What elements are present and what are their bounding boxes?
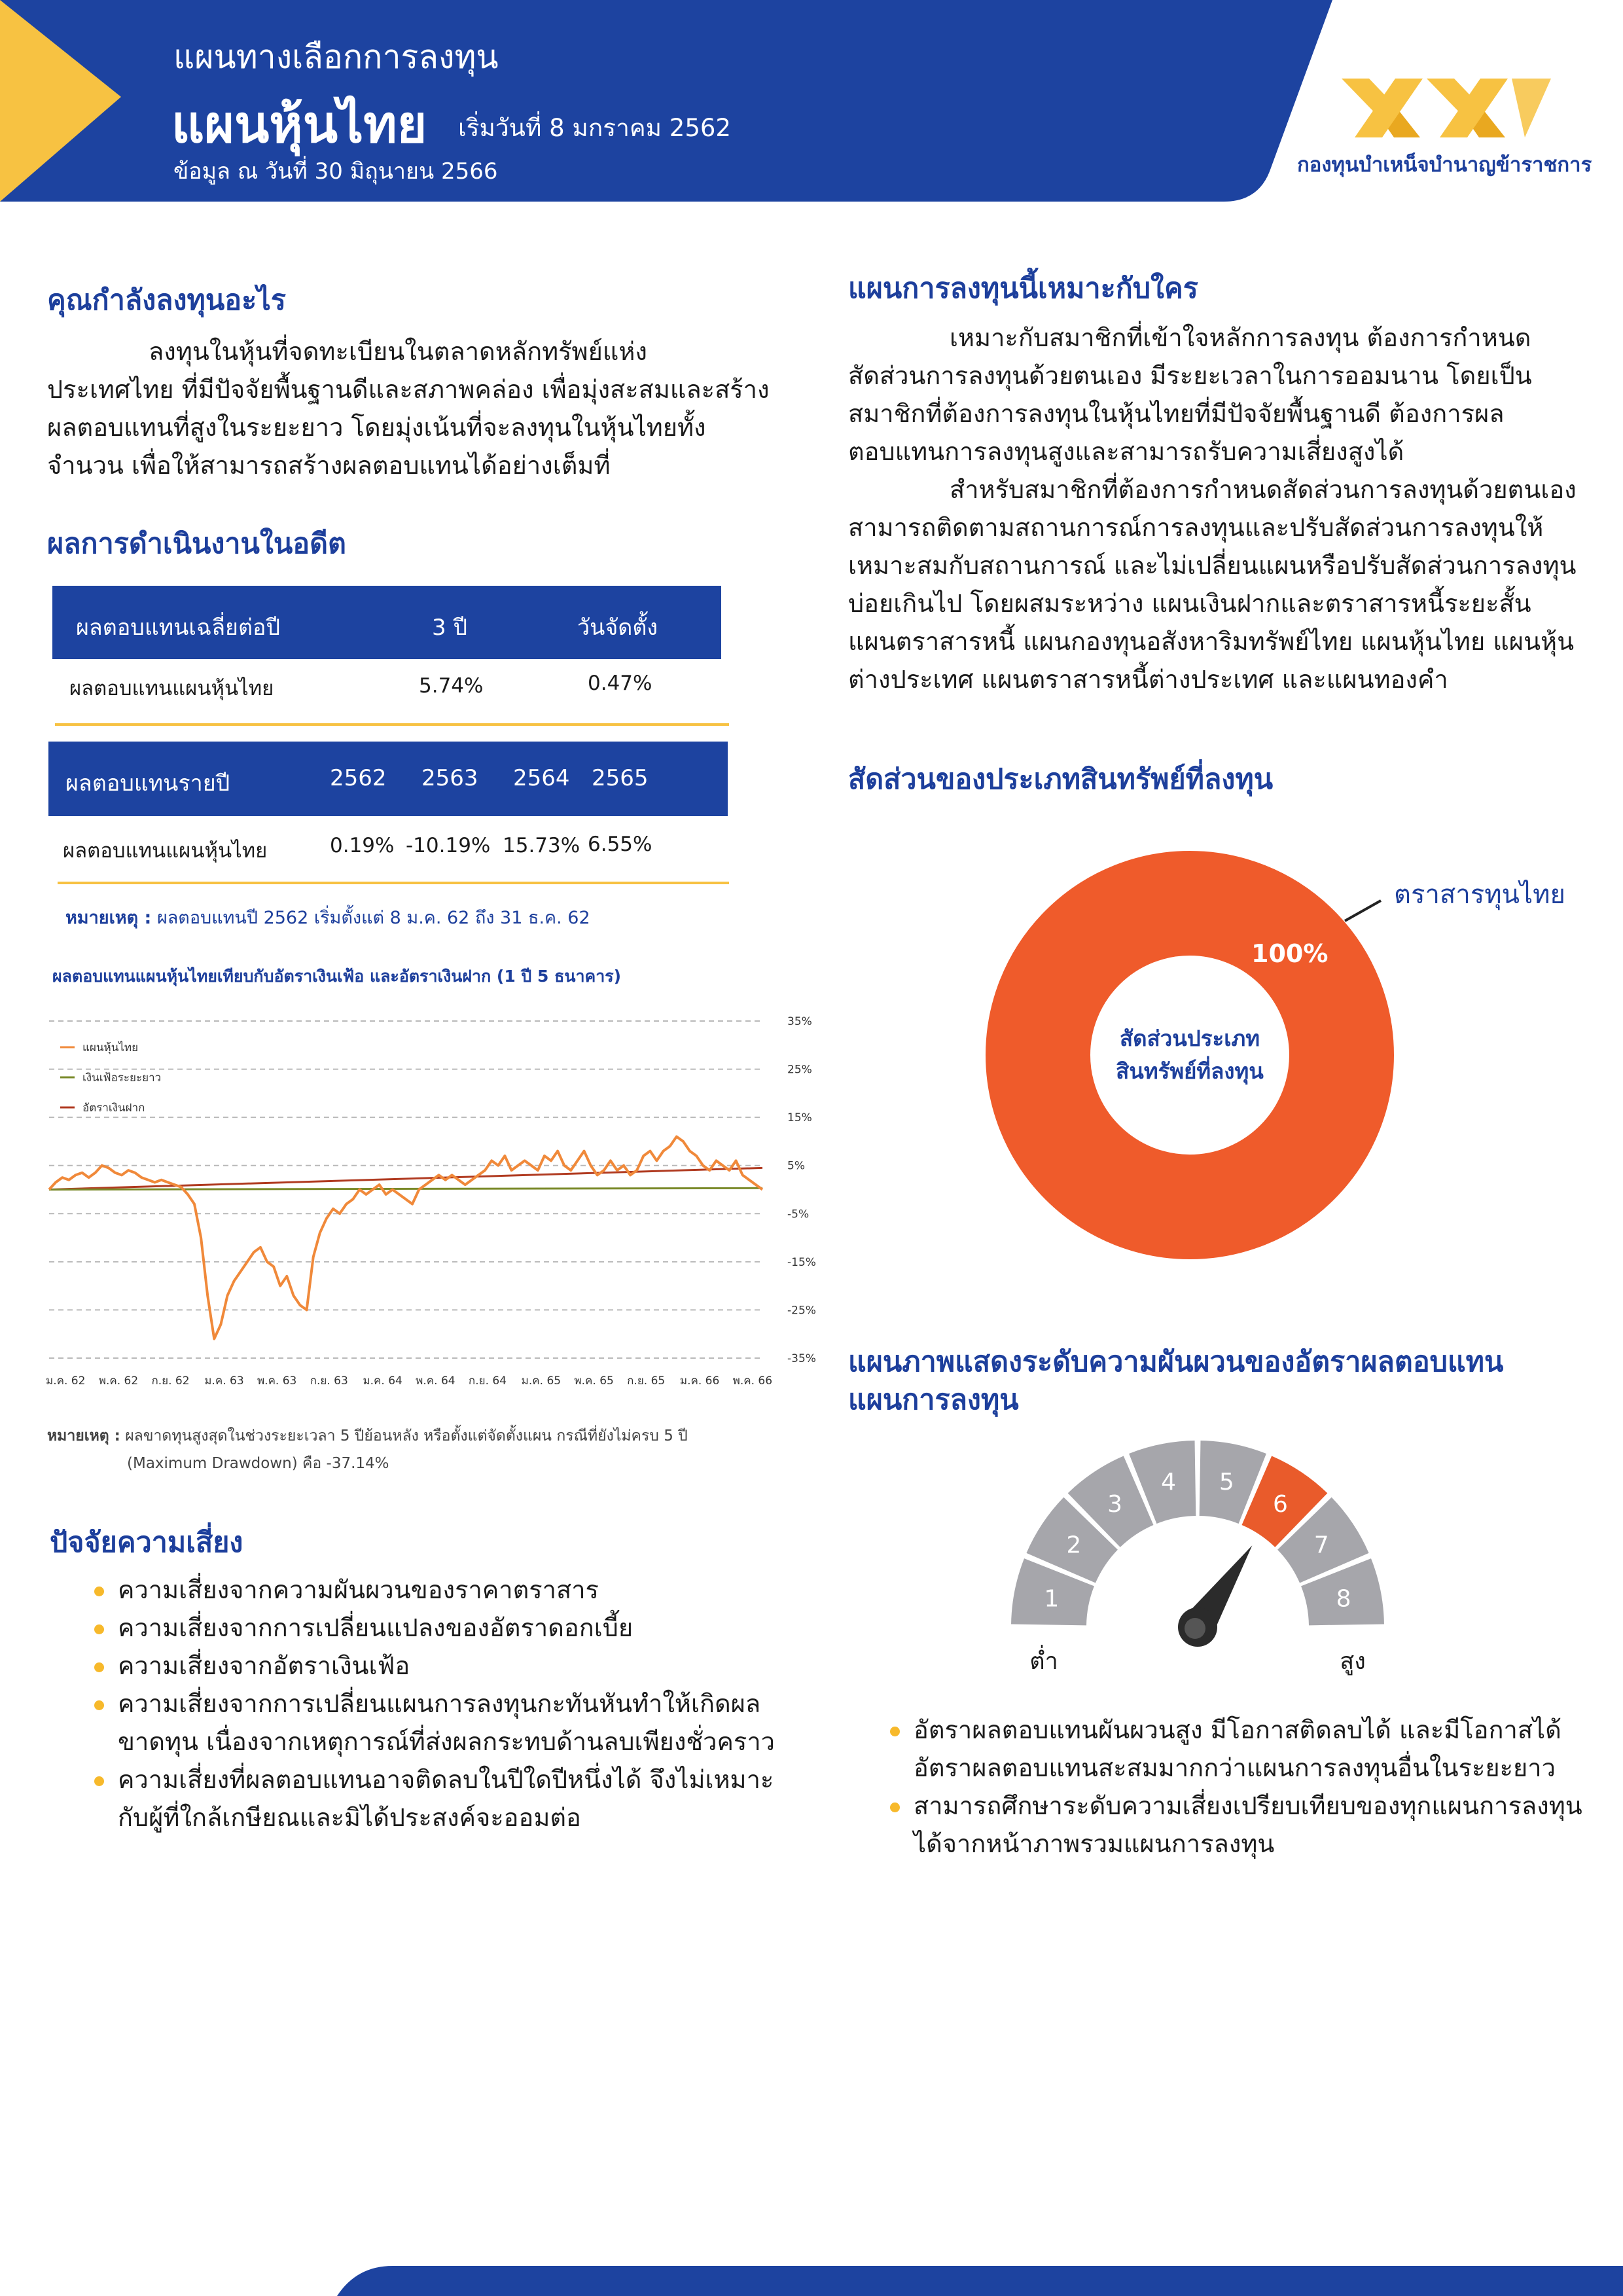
plan-name: แผนหุ้นไทย: [171, 96, 427, 154]
gauge-high-label: สูง: [1340, 1648, 1366, 1675]
gauge-level-label: 2: [1066, 1532, 1082, 1559]
suitable-for-title: แผนการลงทุนนี้เหมาะกับใคร: [848, 272, 1198, 305]
risk-factor-item: ความเสี่ยงจากการเปลี่ยนแผนการลงทุนกะทันหันทำให้เกิดผลขาดทุน เนื่องจากเหตุการณ์ที่ส่งผลกระทบด้านลบเพียงชั่วคราว: [94, 1685, 775, 1761]
allocation-donut-chart: [982, 838, 1584, 1270]
avg-return-table: [52, 586, 721, 659]
performance-note-text: ผลตอบแทนปี 2562 เริ่มตั้งแต่ 8 ม.ค. 62 ถึง 31 ธ.ค. 62: [156, 908, 590, 928]
start-date: เริ่มวันที่ 8 มกราคม 2562: [458, 114, 731, 142]
legend-label: อัตราเงินฝาก: [82, 1102, 145, 1115]
gauge-level-label: 5: [1219, 1468, 1234, 1496]
divider-line: [58, 882, 729, 884]
risk-factors-title: ปัจจัยความเสี่ยง: [50, 1526, 243, 1559]
data-date: ข้อมูล ณ วันที่ 30 มิถุนายน 2566: [173, 158, 498, 185]
avg-row-label: ผลตอบแทนแผนหุ้นไทย: [69, 677, 274, 700]
avg-return-data-row: [52, 660, 726, 725]
annual-header-2563: 2563: [421, 765, 478, 791]
chart-y-ticks: [787, 1015, 816, 1365]
drawdown-note-text-1: ผลขาดทุนสูงสุดในช่วงระยะเวลา 5 ปีย้อนหลัง หรือตั้งแต่จัดตั้งแผน กรณีที่ยังไม่ครบ 5 ปี: [125, 1427, 688, 1444]
divider-line: [55, 723, 729, 726]
risk-factor-item: ความเสี่ยงจากอัตราเงินเฟ้อ: [94, 1647, 775, 1685]
footer-band: [0, 2258, 1623, 2296]
risk-level-gauge: [982, 1414, 1440, 1689]
y-tick-label: -5%: [787, 1208, 810, 1221]
risk-gauge-note: สามารถศึกษาระดับความเสี่ยงเปรียบเทียบของทุกแผนการลงทุนได้จากหน้าภาพรวมแผนการลงทุน: [890, 1787, 1584, 1863]
chart-legend: [60, 1041, 161, 1115]
x-tick-label: ม.ค. 63: [204, 1374, 244, 1388]
avg-row-3y: 5.74%: [419, 674, 484, 698]
drawdown-note-label: หมายเหตุ :: [47, 1427, 120, 1444]
suitable-for-paragraph-1: เหมาะกับสมาชิกที่เข้าใจหลักการลงทุน ต้องการกำหนดสัดส่วนการลงทุนด้วยตนเอง มีระยะเวลาในการออมนาน โดยเป็นสมาชิกที่ต้องการลงทุนในหุ้นไทยที่มีปัจจัยพื้นฐานดี ต้องการผลตอบแทนการลงทุนสูงและสามารถรับความเสี่ยงสูงได้: [848, 323, 1532, 466]
x-tick-label: ม.ค. 66: [679, 1374, 720, 1388]
gauge-level-label: 4: [1161, 1468, 1177, 1496]
annual-row-2564: 15.73%: [503, 834, 580, 857]
annual-row-2565: 6.55%: [588, 833, 652, 856]
x-tick-label: ม.ค. 65: [521, 1374, 562, 1388]
y-tick-label: -35%: [787, 1352, 816, 1365]
x-tick-label: พ.ค. 66: [732, 1374, 773, 1388]
slice-label: ตราสารทุนไทย: [1394, 880, 1565, 910]
y-tick-label: 25%: [787, 1063, 812, 1077]
allocation-title: สัดส่วนของประเภทสินทรัพย์ที่ลงทุน: [848, 763, 1274, 796]
legend-label: แผนหุ้นไทย: [82, 1041, 139, 1054]
performance-note-label: หมายเหตุ :: [65, 908, 152, 928]
avg-header-3y: 3 ปี: [432, 615, 468, 641]
gauge-level-label: 6: [1272, 1490, 1288, 1518]
risk-factors-list: [94, 1571, 775, 1837]
x-tick-label: ก.ย. 65: [627, 1374, 666, 1388]
invest-in-paragraph: ลงทุนในหุ้นที่จดทะเบียนในตลาดหลักทรัพย์แห่งประเทศไทย ที่มีปัจจัยพื้นฐานดีและสภาพคล่อง เพื่อมุ่งสะสมและสร้างผลตอบแทนที่สูงในระยะยาว โดยมุ่งเน้นที่จะลงทุนในหุ้นไทยทั้งจำนวน เพื่อให้สามารถสร้างผลตอบแทนได้อย่างเต็มที่: [47, 337, 770, 480]
annual-header-label: ผลตอบแทนรายปี: [65, 770, 230, 797]
gauge-needle: [1178, 1545, 1252, 1647]
y-tick-label: 5%: [787, 1159, 805, 1173]
y-tick-label: 15%: [787, 1111, 812, 1125]
annual-row-2563: -10.19%: [406, 834, 491, 857]
y-tick-label: -25%: [787, 1304, 816, 1318]
x-tick-label: ม.ค. 64: [363, 1374, 402, 1388]
annual-header-2564: 2564: [513, 765, 570, 791]
risk-factor-item: ความเสี่ยงจากความผันผวนของราคาตราสาร: [94, 1571, 775, 1609]
series-line: [49, 1168, 762, 1189]
gauge-level-label: 1: [1044, 1585, 1060, 1613]
y-tick-label: 35%: [787, 1015, 812, 1028]
avg-header-inception: วันจัดตั้ง: [577, 615, 658, 641]
risk-gauge-title-line-2: แผนการลงทุน: [848, 1384, 1019, 1416]
x-tick-label: พ.ค. 64: [416, 1374, 455, 1388]
suitable-for-paragraph-2: สำหรับสมาชิกที่ต้องการกำหนดสัดส่วนการลงทุนด้วยตนเอง สามารถติดตามสถานการณ์การลงทุนและปรับสัดส่วนการลงทุนให้เหมาะสมกับสถานการณ์ และไม่เปลี่ยนแผนหรือปรับสัดส่วนการลงทุนบ่อยเกินไป โดยผสมระหว่าง แผนเงินฝากและตราสารหนี้ระยะสั้น แผนตราสารหนี้ แผนกองทุนอสังหาริมทรัพย์ไทย แผนหุ้นไทย แผนหุ้นต่างประเทศ แผนตราสารหนี้ต่างประเทศ และแผนทองคำ: [848, 475, 1577, 694]
fund-logo: [1335, 73, 1558, 145]
slice-leader-line: [1345, 901, 1381, 921]
series-line: [49, 1137, 762, 1339]
avg-row-inception: 0.47%: [588, 672, 652, 695]
donut-center-line-2: สินทรัพย์ที่ลงทุน: [1116, 1058, 1264, 1084]
y-tick-label: -15%: [787, 1255, 816, 1269]
chart-x-ticks: [46, 1374, 772, 1388]
x-tick-label: พ.ค. 62: [98, 1374, 139, 1388]
avg-header-label: ผลตอบแทนเฉลี่ยต่อปี: [76, 615, 281, 641]
gauge-low-label: ต่ำ: [1029, 1648, 1058, 1675]
gauge-level-label: 3: [1107, 1490, 1123, 1518]
annual-return-data-row: [48, 817, 729, 882]
legend-label: เงินเฟ้อระยะยาว: [82, 1071, 162, 1085]
risk-gauge-notes: [890, 1711, 1584, 1863]
gauge-level-label: 8: [1336, 1585, 1351, 1613]
annual-header-2562: 2562: [330, 765, 387, 791]
annual-row-2562: 0.19%: [330, 834, 395, 857]
past-performance-title: ผลการดำเนินงานในอดีต: [47, 528, 346, 560]
risk-gauge-note: อัตราผลตอบแทนผันผวนสูง มีโอกาสติดลบได้ และมีโอกาสได้อัตราผลตอบแทนสะสมมากกว่าแผนการลงทุนอื่นในระยะยาว: [890, 1711, 1584, 1787]
drawdown-note-text-2: (Maximum Drawdown) คือ -37.14%: [127, 1455, 389, 1472]
fund-name: กองทุนบำเหน็จบำนาญข้าราชการ: [1297, 153, 1592, 177]
return-line-chart: [26, 1001, 816, 1388]
risk-factor-item: ความเสี่ยงที่ผลตอบแทนอาจติดลบในปีใดปีหนึ่งได้ จึงไม่เหมาะกับผู้ที่ใกล้เกษียณและมิได้ประสงค์จะออมต่อ: [94, 1761, 775, 1837]
x-tick-label: ก.ย. 63: [310, 1374, 348, 1388]
annual-return-header-row: [48, 742, 728, 816]
x-tick-label: ม.ค. 62: [46, 1374, 86, 1388]
annual-row-label: ผลตอบแทนแผนหุ้นไทย: [63, 839, 268, 863]
x-tick-label: ก.ย. 64: [468, 1374, 507, 1388]
risk-factor-item: ความเสี่ยงจากการเปลี่ยนแปลงของอัตราดอกเบี้ย: [94, 1609, 775, 1647]
x-tick-label: พ.ค. 63: [257, 1374, 297, 1388]
invest-in-text: [47, 332, 772, 484]
performance-note: [65, 903, 590, 931]
chart-title: ผลตอบแทนแผนหุ้นไทยเทียบกับอัตราเงินเฟ้อ และอัตราเงินฝาก (1 ปี 5 ธนาคาร): [52, 967, 622, 986]
x-tick-label: พ.ค. 65: [574, 1374, 614, 1388]
needle-hub-inner: [1185, 1618, 1205, 1639]
donut-center-line-1: สัดส่วนประเภท: [1120, 1026, 1260, 1051]
drawdown-note: [47, 1424, 688, 1448]
suitable-for-text: [848, 319, 1578, 698]
annual-header-2565: 2565: [592, 765, 649, 791]
x-tick-label: ก.ย. 62: [151, 1374, 190, 1388]
gauge-level-label: 7: [1313, 1532, 1329, 1559]
slice-value-label: 100%: [1251, 939, 1329, 968]
invest-in-title: คุณกำลังลงทุนอะไร: [47, 284, 286, 317]
avg-return-header-row: [52, 586, 721, 659]
chart-series: [49, 1137, 762, 1339]
gauge-segments: [1011, 1441, 1384, 1625]
series-line: [49, 1188, 762, 1189]
plan-option-label: แผนทางเลือกการลงทุน: [173, 38, 499, 76]
risk-gauge-title-line-1: แผนภาพแสดงระดับความผันผวนของอัตราผลตอบแทน: [848, 1346, 1504, 1378]
